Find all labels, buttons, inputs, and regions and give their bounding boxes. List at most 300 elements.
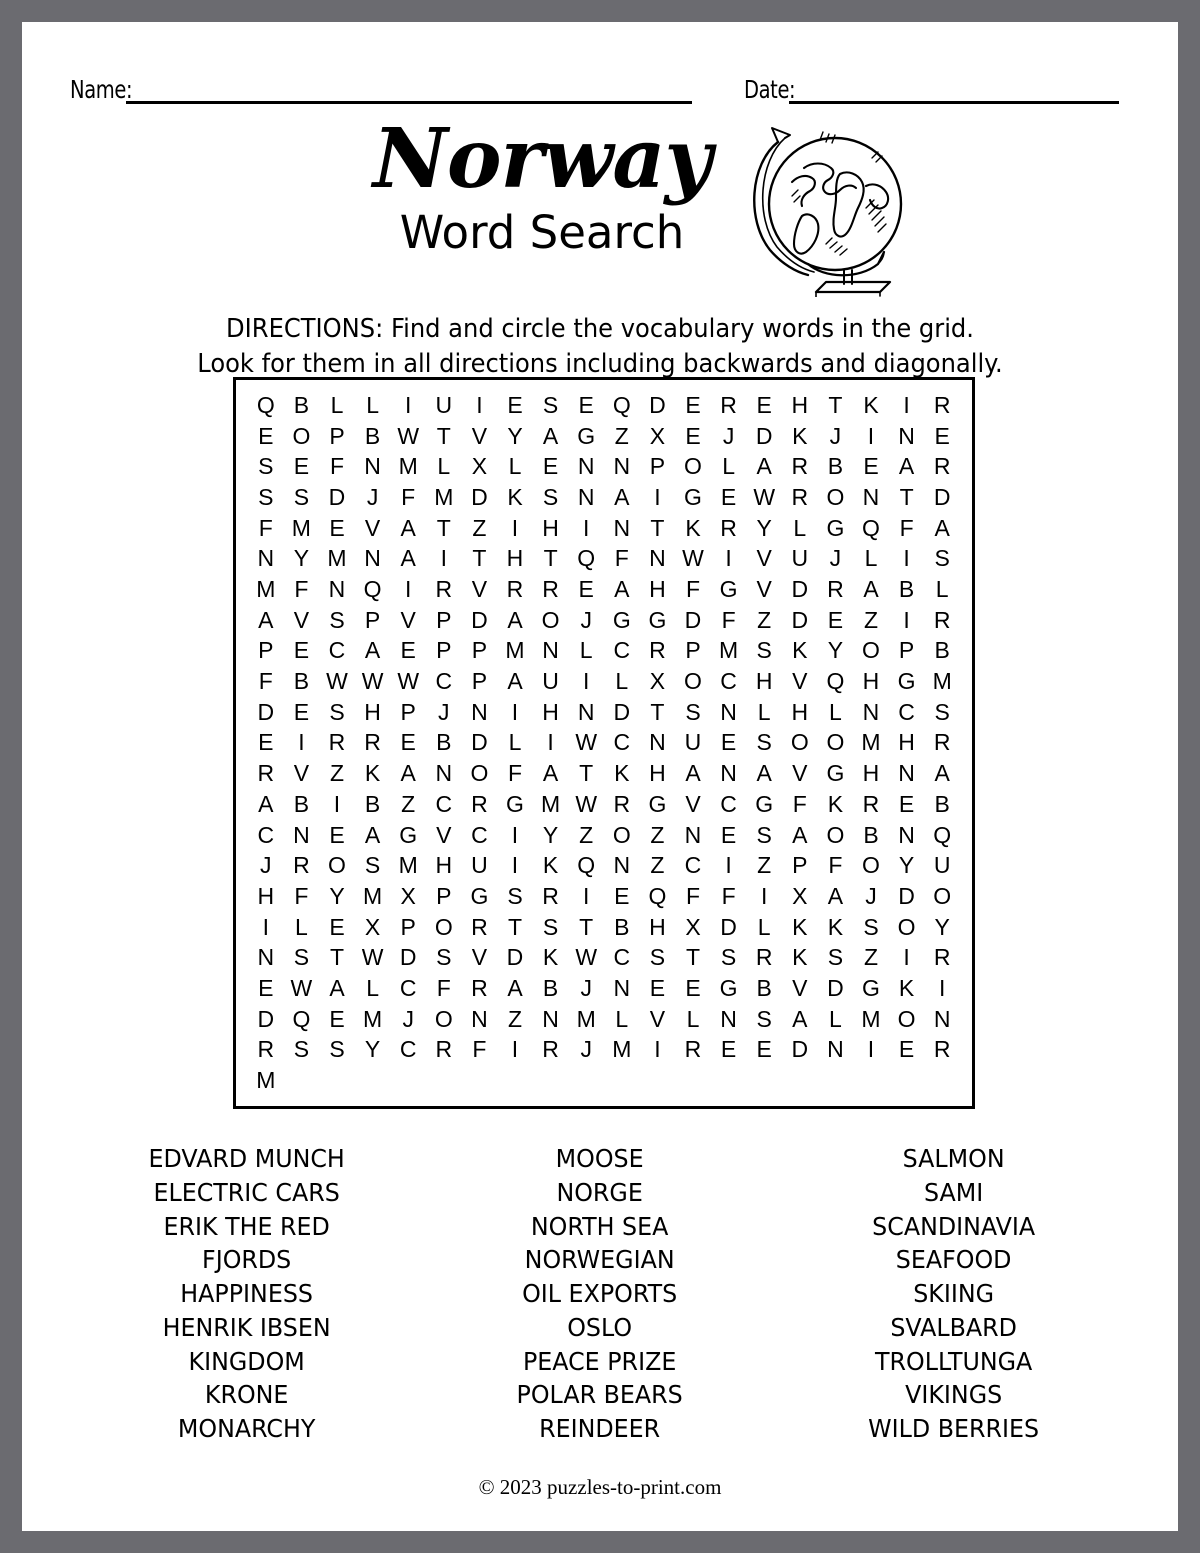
- grid-cell[interactable]: E: [720, 729, 737, 756]
- grid-cell[interactable]: A: [507, 606, 523, 633]
- grid-cell[interactable]: C: [898, 698, 915, 725]
- grid-cell[interactable]: S: [329, 606, 345, 633]
- grid-cell[interactable]: R: [649, 637, 666, 664]
- grid-cell[interactable]: K: [685, 514, 701, 541]
- grid-cell[interactable]: E: [329, 514, 345, 541]
- grid-cell[interactable]: R: [933, 944, 951, 971]
- grid-cell[interactable]: B: [614, 913, 630, 940]
- grid-cell[interactable]: Q: [292, 1005, 311, 1032]
- grid-cell[interactable]: A: [364, 821, 381, 848]
- grid-cell[interactable]: S: [756, 637, 772, 664]
- grid-cell[interactable]: V: [293, 606, 310, 633]
- grid-cell[interactable]: R: [933, 729, 951, 756]
- grid-cell[interactable]: D: [684, 606, 702, 633]
- grid-cell[interactable]: D: [791, 576, 809, 603]
- grid-cell[interactable]: Z: [401, 790, 416, 817]
- grid-cell[interactable]: L: [864, 545, 878, 572]
- grid-cell[interactable]: P: [400, 698, 416, 725]
- grid-cell[interactable]: J: [865, 882, 877, 909]
- grid-cell[interactable]: S: [649, 944, 666, 971]
- grid-cell[interactable]: R: [328, 729, 346, 756]
- grid-cell[interactable]: N: [720, 698, 737, 725]
- grid-cell[interactable]: G: [719, 975, 738, 1002]
- grid-cell[interactable]: T: [436, 514, 451, 541]
- grid-cell[interactable]: F: [614, 545, 629, 572]
- grid-cell[interactable]: N: [720, 760, 737, 787]
- grid-cell[interactable]: N: [720, 1005, 737, 1032]
- grid-cell[interactable]: I: [262, 913, 269, 940]
- grid-cell[interactable]: L: [757, 913, 771, 940]
- grid-cell[interactable]: Z: [329, 760, 345, 787]
- grid-cell[interactable]: W: [326, 668, 348, 695]
- grid-cell[interactable]: W: [361, 668, 384, 695]
- grid-cell[interactable]: R: [293, 852, 310, 879]
- grid-cell[interactable]: R: [435, 576, 453, 603]
- grid-cell[interactable]: O: [292, 422, 311, 449]
- grid-cell[interactable]: E: [329, 821, 345, 848]
- grid-cell[interactable]: V: [471, 576, 488, 603]
- grid-cell[interactable]: R: [364, 729, 381, 756]
- grid-cell[interactable]: B: [863, 821, 879, 848]
- grid-cell[interactable]: A: [685, 760, 701, 787]
- grid-cell[interactable]: X: [649, 422, 666, 449]
- grid-cell[interactable]: C: [684, 852, 702, 879]
- grid-cell[interactable]: S: [542, 391, 559, 418]
- grid-cell[interactable]: D: [471, 483, 488, 510]
- grid-cell[interactable]: R: [933, 391, 951, 418]
- grid-cell[interactable]: R: [933, 1036, 951, 1063]
- grid-cell[interactable]: D: [720, 913, 737, 940]
- grid-cell[interactable]: Q: [826, 668, 845, 695]
- grid-cell[interactable]: T: [828, 391, 843, 418]
- grid-cell[interactable]: L: [828, 1005, 842, 1032]
- word-list-item[interactable]: SKIING: [912, 1279, 994, 1308]
- grid-cell[interactable]: E: [258, 422, 274, 449]
- grid-cell[interactable]: I: [511, 698, 519, 725]
- grid-cell[interactable]: C: [435, 668, 453, 695]
- grid-cell[interactable]: E: [329, 913, 345, 940]
- grid-cell[interactable]: O: [897, 1005, 916, 1032]
- grid-cell[interactable]: N: [542, 637, 559, 664]
- grid-cell[interactable]: V: [756, 545, 772, 572]
- grid-cell[interactable]: G: [470, 882, 489, 909]
- grid-cell[interactable]: R: [827, 576, 844, 603]
- grid-cell[interactable]: E: [258, 729, 274, 756]
- grid-cell[interactable]: R: [933, 606, 951, 633]
- grid-cell[interactable]: M: [327, 545, 347, 572]
- grid-cell[interactable]: I: [654, 1036, 661, 1063]
- grid-cell[interactable]: Z: [757, 852, 772, 879]
- grid-cell[interactable]: S: [542, 483, 559, 510]
- grid-cell[interactable]: L: [508, 453, 522, 480]
- grid-cell[interactable]: B: [934, 790, 950, 817]
- grid-cell[interactable]: W: [575, 729, 598, 756]
- grid-cell[interactable]: V: [792, 975, 808, 1002]
- word-list-item[interactable]: NORWEGIAN: [525, 1245, 675, 1275]
- grid-cell[interactable]: I: [582, 514, 590, 541]
- grid-cell[interactable]: G: [826, 514, 845, 541]
- grid-cell[interactable]: X: [649, 668, 666, 695]
- grid-cell[interactable]: A: [507, 975, 523, 1002]
- grid-cell[interactable]: K: [792, 944, 808, 971]
- grid-cell[interactable]: Q: [862, 514, 880, 541]
- grid-cell[interactable]: F: [721, 882, 736, 909]
- word-list-item[interactable]: OSLO: [567, 1312, 633, 1342]
- grid-cell[interactable]: H: [649, 913, 666, 940]
- grid-cell[interactable]: T: [579, 913, 594, 940]
- word-list-item[interactable]: SCANDINAVIA: [871, 1211, 1035, 1241]
- grid-cell[interactable]: M: [541, 790, 561, 817]
- grid-cell[interactable]: K: [863, 391, 879, 418]
- grid-cell[interactable]: R: [613, 790, 631, 817]
- grid-cell[interactable]: P: [436, 637, 452, 664]
- grid-cell[interactable]: Q: [577, 545, 596, 572]
- grid-cell[interactable]: O: [897, 913, 916, 940]
- word-list-item[interactable]: REINDEER: [539, 1414, 661, 1443]
- grid-cell[interactable]: M: [576, 1005, 596, 1032]
- grid-cell[interactable]: L: [615, 1005, 629, 1032]
- grid-cell[interactable]: F: [899, 514, 914, 541]
- grid-cell[interactable]: I: [867, 1036, 875, 1063]
- word-list-item[interactable]: KRONE: [204, 1380, 289, 1410]
- grid-cell[interactable]: O: [470, 760, 489, 787]
- grid-cell[interactable]: A: [756, 760, 772, 787]
- grid-cell[interactable]: F: [401, 483, 416, 510]
- grid-cell[interactable]: O: [328, 852, 346, 879]
- grid-cell[interactable]: P: [436, 882, 452, 909]
- grid-cell[interactable]: G: [862, 975, 880, 1002]
- grid-cell[interactable]: D: [898, 882, 915, 909]
- grid-cell[interactable]: N: [328, 576, 346, 603]
- grid-cell[interactable]: A: [258, 790, 274, 817]
- grid-cell[interactable]: L: [935, 576, 949, 603]
- word-list-item[interactable]: POLAR BEARS: [516, 1380, 684, 1410]
- grid-cell[interactable]: I: [511, 852, 519, 879]
- grid-cell[interactable]: S: [507, 882, 523, 909]
- grid-cell[interactable]: P: [792, 852, 808, 879]
- grid-cell[interactable]: I: [903, 391, 910, 418]
- grid-cell[interactable]: C: [613, 944, 631, 971]
- grid-cell[interactable]: Q: [933, 821, 952, 848]
- grid-cell[interactable]: I: [440, 545, 447, 572]
- grid-cell[interactable]: A: [364, 637, 381, 664]
- grid-cell[interactable]: V: [436, 821, 452, 848]
- grid-cell[interactable]: A: [827, 882, 844, 909]
- grid-cell[interactable]: W: [290, 975, 313, 1002]
- grid-cell[interactable]: S: [293, 1036, 310, 1063]
- grid-cell[interactable]: N: [542, 1005, 559, 1032]
- grid-cell[interactable]: A: [400, 760, 416, 787]
- grid-cell[interactable]: S: [720, 944, 737, 971]
- word-list-item[interactable]: ERIK THE RED: [163, 1211, 330, 1241]
- grid-cell[interactable]: H: [257, 882, 275, 909]
- grid-cell[interactable]: G: [506, 790, 524, 817]
- grid-cell[interactable]: D: [613, 698, 631, 725]
- grid-cell[interactable]: E: [400, 637, 416, 664]
- grid-cell[interactable]: E: [578, 576, 594, 603]
- grid-cell[interactable]: S: [542, 913, 559, 940]
- grid-cell[interactable]: E: [400, 729, 416, 756]
- grid-cell[interactable]: T: [650, 514, 665, 541]
- grid-cell[interactable]: T: [507, 913, 523, 940]
- grid-cell[interactable]: O: [434, 1005, 453, 1032]
- grid-cell[interactable]: R: [471, 913, 488, 940]
- word-list-item[interactable]: HAPPINESS: [180, 1279, 313, 1308]
- grid-cell[interactable]: Q: [577, 852, 596, 879]
- grid-cell[interactable]: M: [291, 514, 311, 541]
- grid-cell[interactable]: A: [756, 453, 772, 480]
- grid-cell[interactable]: S: [329, 1036, 345, 1063]
- grid-cell[interactable]: U: [542, 668, 559, 695]
- grid-cell[interactable]: K: [792, 913, 808, 940]
- word-list-item[interactable]: NORGE: [556, 1177, 644, 1207]
- grid-cell[interactable]: B: [934, 637, 950, 664]
- grid-cell[interactable]: B: [827, 453, 844, 480]
- grid-cell[interactable]: N: [364, 545, 381, 572]
- grid-cell[interactable]: A: [614, 576, 630, 603]
- grid-cell[interactable]: I: [903, 545, 910, 572]
- grid-cell[interactable]: F: [258, 514, 273, 541]
- grid-cell[interactable]: M: [861, 1005, 881, 1032]
- grid-cell[interactable]: M: [861, 729, 881, 756]
- word-list-item[interactable]: FJORDS: [202, 1245, 292, 1275]
- grid-cell[interactable]: E: [329, 1005, 345, 1032]
- grid-cell[interactable]: K: [507, 483, 523, 510]
- grid-cell[interactable]: Z: [472, 514, 487, 541]
- grid-cell[interactable]: V: [685, 790, 701, 817]
- grid-cell[interactable]: V: [364, 514, 381, 541]
- grid-cell[interactable]: O: [862, 637, 880, 664]
- grid-cell[interactable]: N: [649, 545, 666, 572]
- grid-cell[interactable]: Z: [863, 606, 879, 633]
- grid-cell[interactable]: N: [577, 453, 595, 480]
- word-list-item[interactable]: PEACE PRIZE: [523, 1346, 677, 1376]
- grid-cell[interactable]: I: [725, 545, 732, 572]
- grid-cell[interactable]: F: [294, 882, 309, 909]
- grid-cell[interactable]: E: [649, 975, 666, 1002]
- grid-cell[interactable]: F: [685, 882, 701, 909]
- word-list-item[interactable]: SAMI: [923, 1177, 983, 1207]
- grid-cell[interactable]: B: [542, 975, 559, 1002]
- grid-cell[interactable]: K: [792, 637, 808, 664]
- grid-cell[interactable]: Z: [507, 1005, 523, 1032]
- grid-cell[interactable]: G: [399, 821, 418, 848]
- grid-cell[interactable]: N: [898, 422, 915, 449]
- grid-cell[interactable]: D: [471, 606, 488, 633]
- grid-cell[interactable]: R: [720, 514, 737, 541]
- grid-cell[interactable]: W: [397, 668, 420, 695]
- grid-cell[interactable]: H: [791, 391, 809, 418]
- grid-cell[interactable]: K: [542, 852, 559, 879]
- grid-cell[interactable]: A: [863, 576, 879, 603]
- grid-cell[interactable]: N: [613, 514, 631, 541]
- grid-cell[interactable]: D: [933, 483, 951, 510]
- grid-cell[interactable]: E: [720, 821, 737, 848]
- grid-cell[interactable]: T: [685, 944, 701, 971]
- grid-cell[interactable]: E: [685, 422, 701, 449]
- grid-cell[interactable]: Y: [898, 852, 915, 879]
- grid-cell[interactable]: H: [862, 668, 880, 695]
- grid-cell[interactable]: E: [293, 637, 310, 664]
- grid-cell[interactable]: P: [329, 422, 345, 449]
- grid-cell[interactable]: T: [650, 698, 665, 725]
- grid-cell[interactable]: R: [720, 391, 737, 418]
- grid-cell[interactable]: S: [258, 453, 274, 480]
- grid-cell[interactable]: A: [934, 760, 950, 787]
- word-list-item[interactable]: NORTH SEA: [531, 1211, 669, 1241]
- grid-cell[interactable]: E: [934, 422, 950, 449]
- grid-cell[interactable]: Q: [612, 391, 631, 418]
- grid-cell[interactable]: H: [435, 852, 453, 879]
- grid-cell[interactable]: P: [685, 637, 701, 664]
- grid-cell[interactable]: H: [364, 698, 381, 725]
- grid-cell[interactable]: F: [258, 668, 273, 695]
- grid-cell[interactable]: F: [792, 790, 807, 817]
- grid-cell[interactable]: E: [756, 391, 772, 418]
- grid-cell[interactable]: Y: [329, 882, 345, 909]
- grid-cell[interactable]: O: [612, 821, 631, 848]
- grid-cell[interactable]: P: [898, 637, 915, 664]
- grid-cell[interactable]: N: [257, 545, 275, 572]
- grid-cell[interactable]: G: [648, 606, 667, 633]
- grid-cell[interactable]: F: [329, 453, 345, 480]
- word-list-item[interactable]: SEAFOOD: [895, 1245, 1012, 1275]
- grid-cell[interactable]: O: [541, 606, 560, 633]
- grid-cell[interactable]: G: [648, 790, 667, 817]
- grid-cell[interactable]: N: [898, 760, 915, 787]
- grid-cell[interactable]: N: [649, 729, 666, 756]
- word-list-item[interactable]: WILD BERRIES: [867, 1414, 1039, 1443]
- grid-cell[interactable]: S: [827, 944, 844, 971]
- grid-cell[interactable]: S: [436, 944, 452, 971]
- grid-cell[interactable]: Q: [256, 391, 275, 418]
- grid-cell[interactable]: I: [511, 1036, 519, 1063]
- grid-cell[interactable]: J: [438, 698, 450, 725]
- grid-cell[interactable]: S: [329, 698, 345, 725]
- grid-cell[interactable]: D: [328, 483, 346, 510]
- grid-cell[interactable]: S: [756, 729, 772, 756]
- grid-cell[interactable]: D: [791, 606, 809, 633]
- grid-cell[interactable]: Y: [293, 545, 310, 572]
- grid-cell[interactable]: Y: [364, 1036, 381, 1063]
- grid-cell[interactable]: F: [685, 576, 701, 603]
- grid-cell[interactable]: I: [867, 422, 875, 449]
- grid-cell[interactable]: F: [721, 606, 736, 633]
- grid-cell[interactable]: B: [293, 790, 310, 817]
- grid-cell[interactable]: T: [436, 422, 451, 449]
- grid-cell[interactable]: E: [827, 606, 844, 633]
- grid-cell[interactable]: B: [293, 391, 310, 418]
- grid-cell[interactable]: J: [580, 606, 592, 633]
- grid-cell[interactable]: J: [580, 1036, 592, 1063]
- grid-cell[interactable]: T: [899, 483, 914, 510]
- grid-cell[interactable]: O: [826, 483, 845, 510]
- grid-cell[interactable]: V: [756, 576, 772, 603]
- grid-cell[interactable]: I: [404, 576, 412, 603]
- grid-cell[interactable]: H: [862, 760, 880, 787]
- grid-cell[interactable]: N: [293, 821, 310, 848]
- grid-cell[interactable]: C: [720, 790, 737, 817]
- grid-cell[interactable]: X: [471, 453, 488, 480]
- grid-cell[interactable]: E: [293, 453, 310, 480]
- grid-cell[interactable]: A: [614, 483, 630, 510]
- grid-cell[interactable]: S: [934, 698, 950, 725]
- word-list-item[interactable]: MONARCHY: [177, 1414, 316, 1443]
- grid-cell[interactable]: H: [649, 760, 666, 787]
- grid-cell[interactable]: N: [613, 852, 631, 879]
- grid-cell[interactable]: N: [862, 698, 880, 725]
- grid-cell[interactable]: M: [256, 1067, 276, 1094]
- grid-cell[interactable]: W: [575, 790, 598, 817]
- grid-cell[interactable]: B: [364, 422, 381, 449]
- grid-cell[interactable]: O: [826, 821, 845, 848]
- word-list-item[interactable]: SVALBARD: [890, 1312, 1017, 1342]
- grid-cell[interactable]: N: [435, 760, 453, 787]
- grid-cell[interactable]: O: [684, 453, 702, 480]
- grid-cell[interactable]: W: [361, 944, 384, 971]
- grid-cell[interactable]: K: [827, 913, 844, 940]
- grid-cell[interactable]: V: [471, 944, 488, 971]
- grid-cell[interactable]: M: [398, 852, 418, 879]
- grid-cell[interactable]: I: [333, 790, 341, 817]
- grid-cell[interactable]: M: [719, 637, 739, 664]
- grid-cell[interactable]: J: [402, 1005, 414, 1032]
- word-list-item[interactable]: EDVARD MUNCH: [148, 1144, 345, 1173]
- grid-cell[interactable]: D: [257, 1005, 275, 1032]
- date-input-line[interactable]: [789, 100, 1119, 104]
- grid-cell[interactable]: N: [577, 483, 595, 510]
- grid-cell[interactable]: O: [684, 668, 702, 695]
- grid-cell[interactable]: I: [938, 975, 946, 1002]
- grid-cell[interactable]: O: [862, 852, 880, 879]
- grid-cell[interactable]: O: [933, 882, 952, 909]
- grid-cell[interactable]: E: [685, 391, 701, 418]
- grid-cell[interactable]: A: [258, 606, 274, 633]
- grid-cell[interactable]: R: [471, 790, 488, 817]
- grid-cell[interactable]: E: [898, 1036, 915, 1063]
- grid-cell[interactable]: E: [685, 975, 701, 1002]
- grid-cell[interactable]: D: [471, 729, 488, 756]
- grid-cell[interactable]: L: [686, 1005, 700, 1032]
- grid-cell[interactable]: S: [258, 483, 274, 510]
- grid-cell[interactable]: B: [293, 668, 310, 695]
- grid-cell[interactable]: J: [580, 975, 592, 1002]
- grid-cell[interactable]: D: [827, 975, 844, 1002]
- grid-cell[interactable]: P: [649, 453, 666, 480]
- grid-cell[interactable]: H: [542, 698, 559, 725]
- word-list-item[interactable]: KINGDOM: [188, 1346, 305, 1376]
- grid-cell[interactable]: Z: [757, 606, 772, 633]
- grid-cell[interactable]: K: [364, 760, 381, 787]
- grid-cell[interactable]: N: [577, 698, 595, 725]
- grid-cell[interactable]: N: [898, 821, 915, 848]
- grid-cell[interactable]: E: [578, 391, 594, 418]
- grid-cell[interactable]: N: [613, 453, 631, 480]
- grid-cell[interactable]: R: [506, 576, 524, 603]
- grid-cell[interactable]: G: [755, 790, 774, 817]
- grid-cell[interactable]: T: [472, 545, 487, 572]
- grid-cell[interactable]: U: [791, 545, 809, 572]
- grid-cell[interactable]: J: [366, 483, 379, 510]
- grid-cell[interactable]: U: [435, 391, 453, 418]
- grid-cell[interactable]: C: [399, 975, 417, 1002]
- grid-cell[interactable]: S: [863, 913, 879, 940]
- grid-cell[interactable]: A: [400, 545, 416, 572]
- grid-cell[interactable]: C: [328, 637, 346, 664]
- grid-cell[interactable]: W: [753, 483, 776, 510]
- grid-cell[interactable]: J: [722, 422, 735, 449]
- grid-cell[interactable]: P: [258, 637, 274, 664]
